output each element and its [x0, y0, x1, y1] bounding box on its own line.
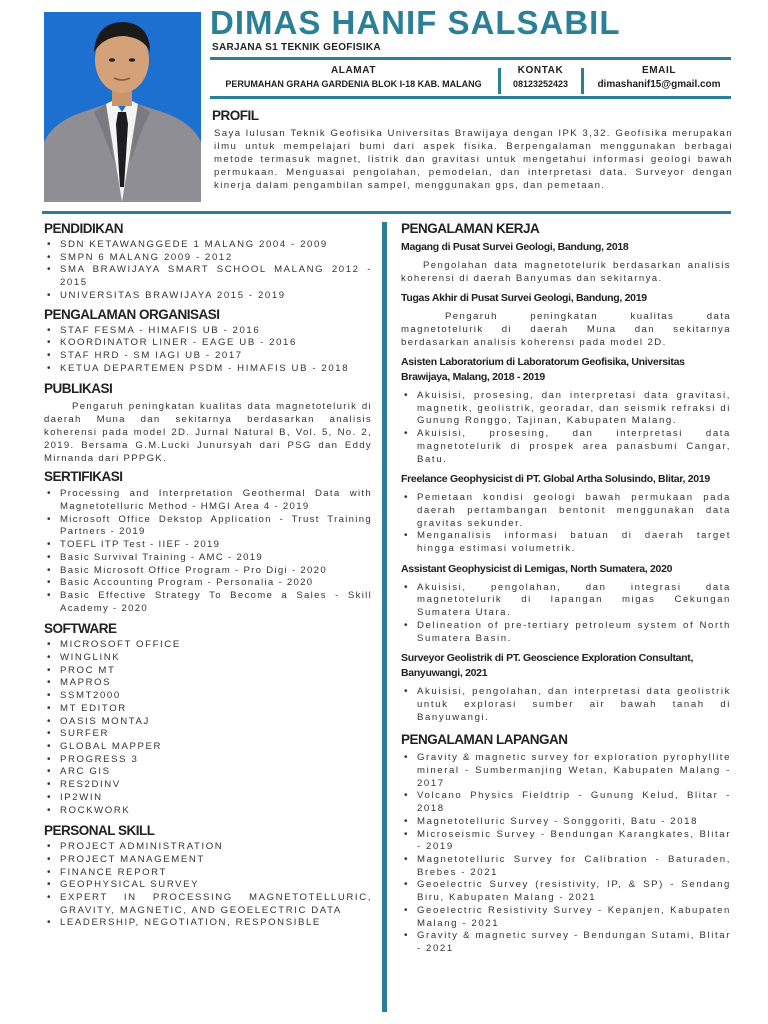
column-divider [382, 222, 387, 1012]
personal-skill-list [44, 841, 372, 930]
list-item: • Gravity & magnetic survey for exploration pyrophyllite mineral - Sumbermanjing Wetan, Kabupaten Malang - 2017 [401, 752, 731, 790]
list-item: • Menganalisis informasi batuan di daerah target hingga estimasi volumetrik. [401, 530, 731, 555]
address-label: ALAMAT [330, 65, 377, 76]
list-item: • Delineation of pre-tertiary petroleum system of North Sumatera Basin. [401, 620, 731, 645]
list-item: • FINANCE REPORT [44, 867, 372, 880]
list-item: • EXPERT IN PROCESSING MAGNETOTELLURIC, GRAVITY, MAGNETIC, AND GEOELECTRIC DATA [44, 892, 372, 917]
contact-value: 08123252423 [512, 79, 569, 89]
address-value: PERUMAHAN GRAHA GARDENIA BLOK I-18 KAB. MALANG [225, 79, 482, 89]
list-item: • Basic Effective Strategy To Become a Sales - Skill Academy - 2020 [44, 590, 372, 615]
list-item: • Basic Microsoft Office Program - Pro Digi - 2020 [44, 565, 372, 578]
email-label: EMAIL [641, 65, 677, 76]
list-item: • RES2DINV [44, 779, 372, 792]
main-divider [42, 211, 731, 214]
list-item: • SMA BRAWIJAYA SMART SCHOOL MALANG 2012 - 2015 [44, 264, 372, 289]
list-item: • STAF FESMA - HIMAFIS UB - 2016 [44, 325, 372, 338]
lapangan-title: PENGALAMAN LAPANGAN [401, 732, 568, 748]
list-item: • Magnetotelluric Survey - Songgoriti, Batu - 2018 [401, 816, 731, 829]
list-item: • KOORDINATOR LINER - EAGE UB - 2016 [44, 337, 372, 350]
organisasi-list [44, 325, 372, 376]
list-item: • Volcano Physics Fieldtrip - Gunung Kelud, Blitar - 2018 [401, 790, 731, 815]
list-item: • PROC MT [44, 665, 372, 678]
list-item: • MAPROS [44, 677, 372, 690]
job-list [401, 686, 731, 724]
list-item: • Akuisisi, pengolahan, dan integrasi data magnetotelurik di lapangan migas Cekungan Sumatera Utara. [401, 582, 731, 620]
job-list [401, 390, 731, 466]
job-text: Pengolahan data magnetotelurik berdasarkan analisis koherensi di daerah Banyumas dan sekitarnya. [401, 260, 731, 284]
profil-text: Saya lulusan Teknik Geofisika Universitas Brawijaya dengan IPK 3,32. Geofisika merupakan ilmu untuk mempelajari bumi dari aspek fisika. Berpengalaman menggunakan berbagai metode termasuk magnet, listrik dan gravitasi untuk mengetahui informasi geologi bawah permukaan. Menguasai pengolahan, pemodelan, dan interpretasi data. Surveyor dengan kinerja dalam pengambilan sampel, menggunakan gps, dan pemetaan. [214, 128, 733, 191]
left-column [44, 221, 372, 930]
list-item: • STAF HRD - SM IAGI UB - 2017 [44, 350, 372, 363]
list-item: • Microsoft Office Dekstop Application - Trust Training Partners - 2019 [44, 514, 372, 539]
list-item: • PROJECT ADMINISTRATION [44, 841, 372, 854]
job-text: Pengaruh peningkatan kualitas data magnetotelurik di daerah Muna dan sekitarnya berdasarkan analisis koherensi pada model 2D. [401, 311, 731, 348]
list-item: • SSMT2000 [44, 690, 372, 703]
job-list [401, 582, 731, 646]
list-item: • Magnetotelluric Survey for Calibration - Baturaden, Brebes - 2021 [401, 854, 731, 879]
list-item: • ROCKWORK [44, 805, 372, 818]
organisasi-title: PENGALAMAN ORGANISASI [44, 306, 220, 322]
list-item: • UNIVERSITAS BRAWIJAYA 2015 - 2019 [44, 290, 372, 303]
job-title: Surveyor Geolistrik di PT. Geoscience Exploration Consultant, Banyuwangi, 2021 [401, 652, 694, 680]
list-item: • PROJECT MANAGEMENT [44, 854, 372, 867]
degree-title: SARJANA S1 TEKNIK GEOFISIKA [212, 42, 381, 53]
list-item: • Microseismic Survey - Bendungan Karangkates, Blitar - 2019 [401, 829, 731, 854]
contact-label: KONTAK [517, 65, 564, 76]
job-title: Assistant Geophysicist di Lemigas, North Sumatera, 2020 [401, 562, 673, 575]
job-title: Tugas Akhir di Pusat Survei Geologi, Bandung, 2019 [401, 292, 647, 304]
job-title: Magang di Pusat Survei Geologi, Bandung, 2018 [401, 241, 629, 253]
kerja-title: PENGALAMAN KERJA [401, 221, 540, 236]
list-item: • SURFER [44, 728, 372, 741]
software-title: SOFTWARE [44, 621, 117, 637]
personal-skill-title: PERSONAL SKILL [44, 823, 155, 839]
header-separator-1 [498, 68, 501, 94]
sertifikasi-list [44, 488, 372, 615]
sertifikasi-title: SERTIFIKASI [44, 469, 123, 485]
full-name: DIMAS HANIF SALSABIL [210, 4, 621, 41]
list-item: • Processing and Interpretation Geothermal Data with Magnetotelluric Method - HMGI Area 4 - 2019 [44, 488, 372, 513]
list-item: • GEOPHYSICAL SURVEY [44, 879, 372, 892]
pendidikan-title: PENDIDIKAN [44, 221, 124, 236]
list-item: • OASIS MONTAJ [44, 716, 372, 729]
job-title: Asisten Laboratorium di Laboratorum Geofisika, Universitas Brawijaya, Malang, 2018 - 2019 [401, 356, 685, 383]
software-list [44, 639, 372, 817]
list-item: • MICROSOFT OFFICE [44, 639, 372, 652]
list-item: • Akuisisi, pengolahan, dan interpretasi data geolistrik untuk explorasi sumber air bawah tanah di Banyuwangi. [401, 686, 731, 724]
list-item: • Basic Accounting Program - Personalia - 2020 [44, 577, 372, 590]
header-divider-top [210, 57, 731, 60]
list-item: • ARC GIS [44, 766, 372, 779]
pendidikan-list [44, 239, 372, 303]
right-column [401, 221, 731, 956]
list-item: • KETUA DEPARTEMEN PSDM - HIMAFIS UB - 2018 [44, 363, 372, 376]
list-item: • LEADERSHIP, NEGOTIATION, RESPONSIBLE [44, 917, 372, 930]
list-item: • Akuisisi, prosesing, dan interpretasi data magnetotelurik di prospek area panasbumi Cangar, Batu. [401, 428, 731, 466]
profil-title: PROFIL [212, 108, 259, 123]
list-item: • Gravity & magnetic survey - Bendungan Sutami, Blitar - 2021 [401, 930, 731, 955]
list-item: • Geoelectric Resistivity Survey - Kepanjen, Kabupaten Malang - 2021 [401, 905, 731, 930]
header-separator-2 [581, 68, 584, 94]
list-item: • WINGLINK [44, 652, 372, 665]
job-list [401, 492, 731, 556]
list-item: • PROGRESS 3 [44, 754, 372, 767]
list-item: • Akuisisi, prosesing, dan interpretasi data gravitasi, magnetik, geolistrik, georadar, dan seismik refraksi di Gunung Ronggo, Tajinan, Kabupaten Malang. [401, 390, 731, 428]
email-value[interactable]: dimashanif15@gmail.com [597, 79, 721, 90]
list-item: • TOEFL ITP Test - IIEF - 2019 [44, 539, 372, 552]
list-item: • IP2WIN [44, 792, 372, 805]
profile-photo [44, 12, 201, 202]
list-item: • GLOBAL MAPPER [44, 741, 372, 754]
address-block [210, 65, 497, 89]
job-title: Freelance Geophysicist di PT. Global Artha Solusindo, Blitar, 2019 [401, 473, 710, 486]
publikasi-text: Pengaruh peningkatan kualitas data magnetotelurik di daerah Muna dan sekitarnya berdasarkan analisis koherensi pada model 2D. Jurnal Natural B, Vol. 5, No. 2, 2019. Bersama G.M.Lucki Junursyah dari PSG dan Eddy Mirnanda dari PPPGK. [44, 401, 372, 465]
email-block [588, 65, 730, 90]
publikasi-title: PUBLIKASI [44, 381, 113, 397]
list-item: • SMPN 6 MALANG 2009 - 2012 [44, 252, 372, 265]
list-item: • Basic Survival Training - AMC - 2019 [44, 552, 372, 565]
lapangan-list [401, 752, 731, 955]
list-item: • MT EDITOR [44, 703, 372, 716]
contact-block [503, 65, 578, 89]
header-divider-bottom [210, 96, 731, 99]
list-item: • Pemetaan kondisi geologi bawah permukaan pada daerah pertambangan bentonit menggunakan data gravitas sekunder. [401, 492, 731, 530]
list-item: • Geoelectric Survey (resistivity, IP, & SP) - Sendang Biru, Kabupaten Malang - 2021 [401, 879, 731, 904]
list-item: • SDN KETAWANGGEDE 1 MALANG 2004 - 2009 [44, 239, 372, 252]
